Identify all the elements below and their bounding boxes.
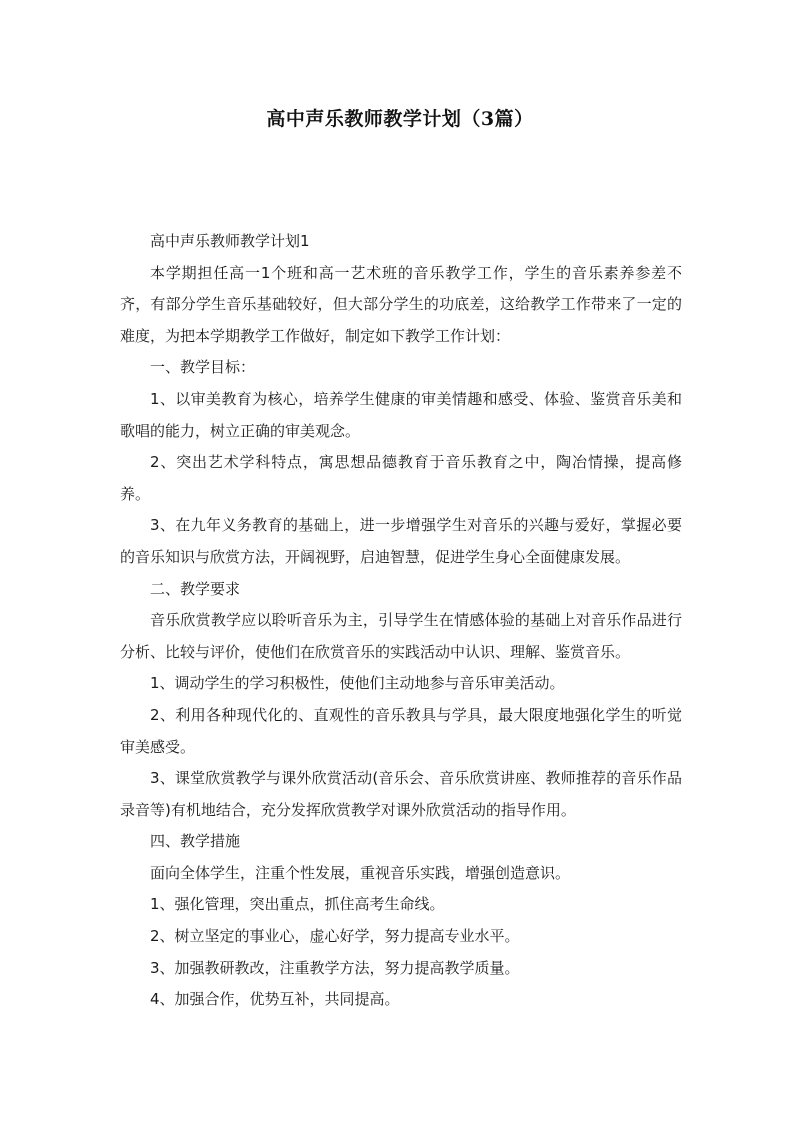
paragraph: 4、加强合作，优势互补，共同提高。	[150, 990, 400, 1009]
paragraph: 2、利用各种现代化的、直观性的音乐教具与学具，最大限度地强化学生的听觉审美感受。	[120, 705, 682, 756]
section-heading: 四、教学措施	[150, 832, 241, 851]
paragraph: 1、强化管理，突出重点，抓住高考生命线。	[150, 895, 445, 914]
paragraph: 3、加强教研教改，注重教学方法，努力提高教学质量。	[150, 958, 520, 977]
paragraph: 2、突出艺术学科特点，寓思想品德教育于音乐教育之中，陶冶情操，提高修养。	[120, 453, 682, 503]
paragraph: 面向全体学生，注重个性发展，重视音乐实践，增强创造意识。	[150, 863, 571, 882]
paragraph: 3、课堂欣赏教学与课外欣赏活动(音乐会、音乐欣赏讲座、教师推荐的音乐作品录音等)有机地结合，充分发挥欣赏教学对课外欣赏活动的指导作用。	[120, 769, 682, 819]
paragraph: 1、调动学生的学习积极性，使他们主动地参与音乐审美活动。	[150, 674, 565, 693]
paragraph: 本学期担任高一1个班和高一艺术班的音乐教学工作，学生的音乐素养参差不齐，有部分学生音乐基础较好，但大部分学生的功底差，这给教学工作带来了一定的难度，为把本学期教学工作做好，制定如下教学工作计划：	[120, 263, 682, 345]
paragraph: 2、树立坚定的事业心，虚心好学，努力提高专业水平。	[150, 927, 520, 946]
section-heading: 高中声乐教师教学计划1	[150, 232, 310, 250]
paragraph: 音乐欣赏教学应以聆听音乐为主，引导学生在情感体验的基础上对音乐作品进行分析、比较与评价，使他们在欣赏音乐的实践活动中认识、理解、鉴赏音乐。	[120, 611, 682, 661]
paragraph: 1、以审美教育为核心，培养学生健康的审美情趣和感受、体验、鉴赏音乐美和歌唱的能力，树立正确的审美观念。	[120, 389, 682, 440]
paragraph: 3、在九年义务教育的基础上，进一步增强学生对音乐的兴趣与爱好，掌握必要的音乐知识与欣赏方法，开阔视野，启迪智慧，促进学生身心全面健康发展。	[120, 516, 682, 566]
section-heading: 一、教学目标：	[150, 358, 256, 377]
document-title: 高中声乐教师教学计划（3篇）	[266, 108, 534, 130]
section-heading: 二、教学要求	[150, 579, 241, 598]
document-body	[120, 226, 682, 1016]
